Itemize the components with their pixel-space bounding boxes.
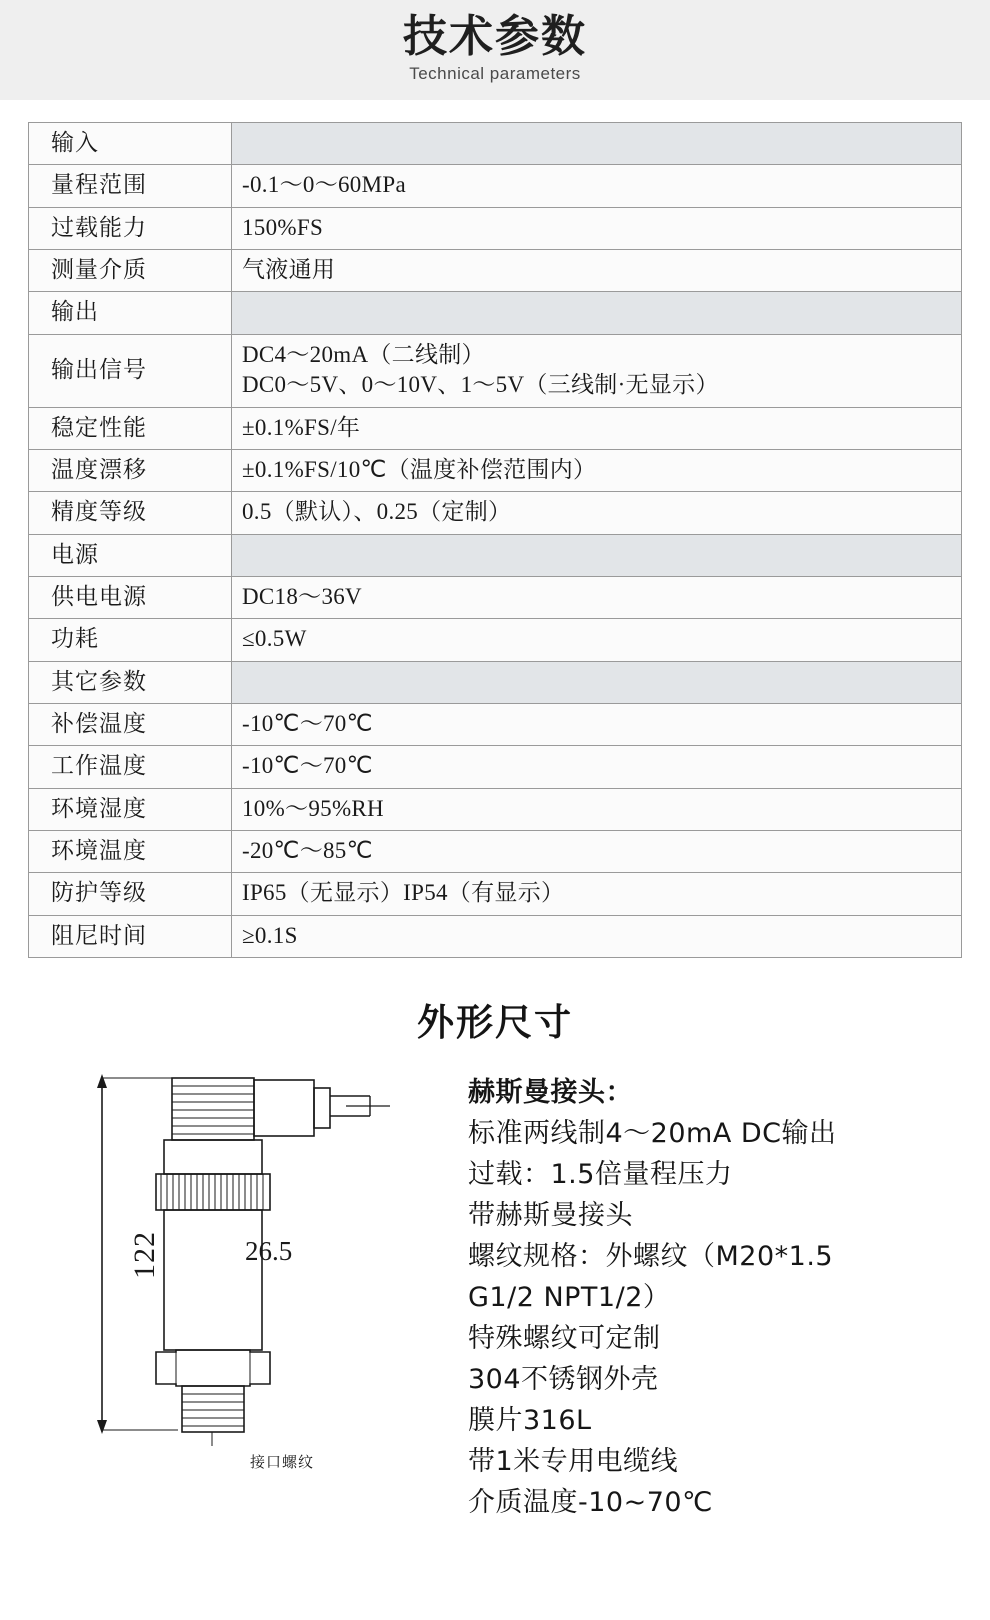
row-label: 功耗 xyxy=(29,619,232,661)
table-row xyxy=(29,123,962,165)
row-value: 150%FS xyxy=(232,207,962,249)
table-row xyxy=(29,746,962,788)
page-subtitle: Technical parameters xyxy=(409,64,581,83)
table-row xyxy=(29,788,962,830)
row-label: 电源 xyxy=(29,534,232,576)
row-label: 工作温度 xyxy=(29,746,232,788)
row-label: 稳定性能 xyxy=(29,407,232,449)
row-value: 0.5（默认）、0.25（定制） xyxy=(232,492,962,534)
spec-table-wrapper xyxy=(0,100,990,958)
row-value: -10℃～70℃ xyxy=(232,746,962,788)
row-label: 环境湿度 xyxy=(29,788,232,830)
table-row xyxy=(29,207,962,249)
drawing-diameter-label: 26.5 xyxy=(245,1236,293,1267)
row-label: 输入 xyxy=(29,123,232,165)
spec-line: 304不锈钢外壳 xyxy=(468,1364,659,1396)
table-row xyxy=(29,831,962,873)
table-row xyxy=(29,534,962,576)
row-label: 过载能力 xyxy=(29,207,232,249)
row-label: 输出 xyxy=(29,292,232,334)
row-value-line1: DC4～20mA（二线制） xyxy=(242,341,485,367)
row-label: 温度漂移 xyxy=(29,449,232,491)
row-label: 环境温度 xyxy=(29,831,232,873)
row-value: 10%～95%RH xyxy=(232,788,962,830)
spec-line: 特殊螺纹可定制 xyxy=(468,1323,661,1355)
spec-line: 过载：1.5倍量程压力 xyxy=(468,1159,733,1191)
row-label: 补偿温度 xyxy=(29,704,232,746)
row-label: 精度等级 xyxy=(29,492,232,534)
row-label: 阻尼时间 xyxy=(29,915,232,957)
row-value: 气液通用 xyxy=(232,250,962,292)
product-drawing xyxy=(60,1064,460,1534)
row-value xyxy=(232,334,962,407)
table-row xyxy=(29,292,962,334)
row-value xyxy=(232,123,962,165)
drawing-height-label: 122 xyxy=(128,1231,161,1280)
row-value: ±0.1%FS/10℃（温度补偿范围内） xyxy=(232,449,962,491)
table-row xyxy=(29,873,962,915)
spec-line: 介质温度-10~70℃ xyxy=(468,1487,713,1519)
table-row xyxy=(29,492,962,534)
table-row xyxy=(29,250,962,292)
spec-table xyxy=(28,122,962,958)
spec-line: 标准两线制4～20mA DC输出 xyxy=(468,1118,837,1150)
row-value: -0.1～0～60MPa xyxy=(232,165,962,207)
dimensions-text-block xyxy=(460,1064,966,1523)
dimensions-body xyxy=(0,1064,990,1534)
row-label: 输出信号 xyxy=(29,334,232,407)
row-value xyxy=(232,534,962,576)
row-value xyxy=(232,292,962,334)
table-row xyxy=(29,334,962,407)
table-row xyxy=(29,915,962,957)
dimensions-title: 外形尺寸 xyxy=(417,1001,573,1045)
row-value: ≥0.1S xyxy=(232,915,962,957)
row-label: 供电电源 xyxy=(29,576,232,618)
table-row xyxy=(29,407,962,449)
spec-line: 螺纹规格：外螺纹（M20*1.5 xyxy=(468,1241,834,1273)
row-value-line2: DC0～5V、0～10V、1～5V（三线制·无显示） xyxy=(242,372,719,398)
row-value: -20℃～85℃ xyxy=(232,831,962,873)
table-row xyxy=(29,619,962,661)
row-value: DC18～36V xyxy=(232,576,962,618)
row-value: ±0.1%FS/年 xyxy=(232,407,962,449)
row-label: 量程范围 xyxy=(29,165,232,207)
page-header xyxy=(0,0,990,100)
spec-table-body xyxy=(29,123,962,958)
drawing-thread-label: 接口螺纹 xyxy=(250,1453,315,1472)
table-row xyxy=(29,576,962,618)
table-row xyxy=(29,165,962,207)
spec-line: 带1米专用电缆线 xyxy=(468,1446,679,1478)
table-row xyxy=(29,449,962,491)
row-value xyxy=(232,661,962,703)
spec-line: G1/2 NPT1/2） xyxy=(468,1282,671,1314)
row-value: -10℃～70℃ xyxy=(232,704,962,746)
table-row xyxy=(29,661,962,703)
spec-line: 赫斯曼接头： xyxy=(468,1077,633,1109)
table-row xyxy=(29,704,962,746)
spec-line: 膜片316L xyxy=(468,1405,592,1437)
row-label: 测量介质 xyxy=(29,250,232,292)
page-title: 技术参数 xyxy=(403,11,587,62)
row-label: 防护等级 xyxy=(29,873,232,915)
row-value: ≤0.5W xyxy=(232,619,962,661)
row-label: 其它参数 xyxy=(29,661,232,703)
spec-line: 带赫斯曼接头 xyxy=(468,1200,633,1232)
row-value: IP65（无显示）IP54（有显示） xyxy=(232,873,962,915)
